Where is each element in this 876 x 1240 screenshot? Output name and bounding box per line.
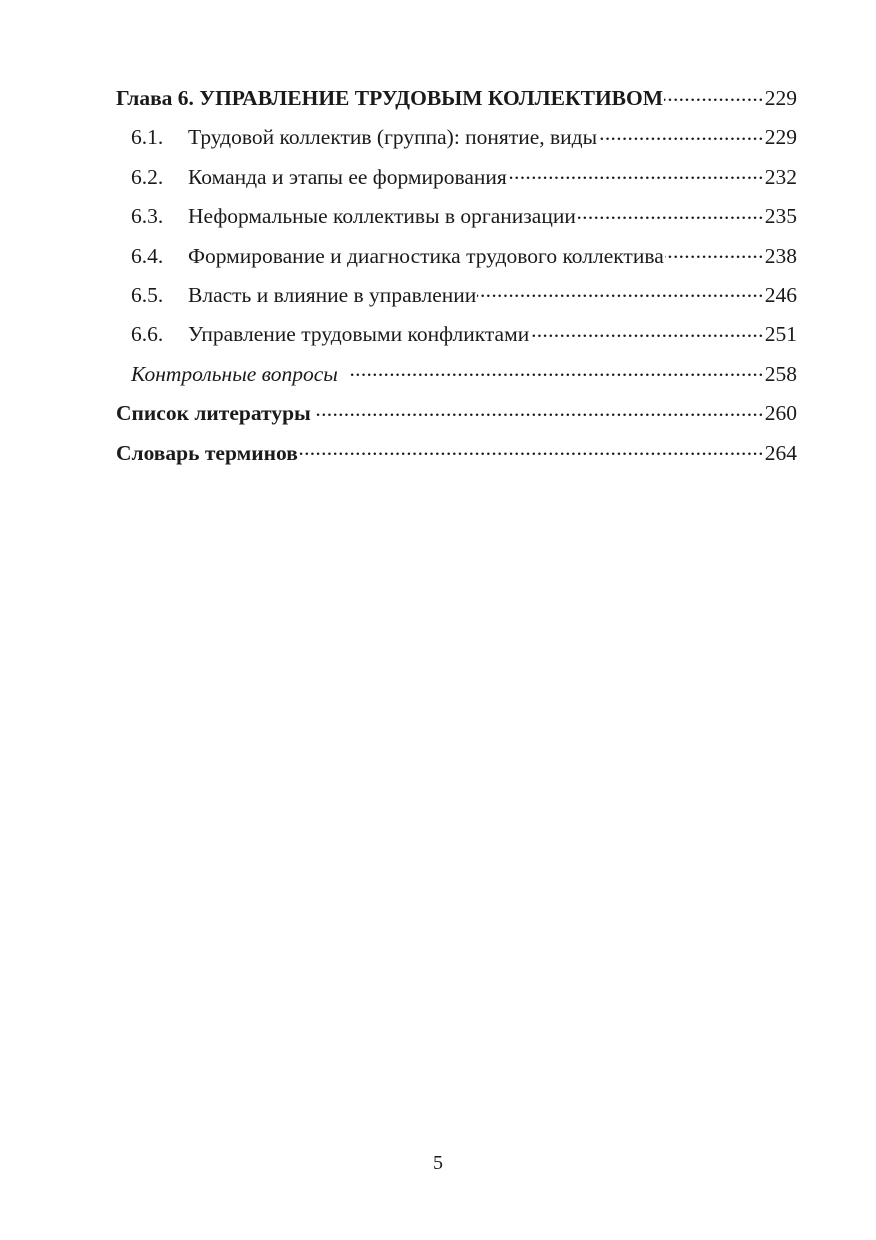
toc-dot-leader [348,359,764,381]
toc-section-title: Управление трудовыми конфликтами [188,322,530,347]
toc-dot-leader [316,399,764,421]
toc-glossary-title: Словарь терминов [116,440,298,465]
toc-dot-leader [598,123,764,145]
toc-page-number: 238 [764,243,797,268]
toc-page-number: 232 [764,164,797,189]
toc-section-title: Формирование и диагностика трудового коллектива [188,243,664,268]
toc-glossary[interactable] [116,434,797,473]
toc-chapter-6[interactable] [116,79,797,118]
toc-page-number: 229 [764,86,797,110]
toc-section-number: 6.5. [131,282,164,307]
toc-control-questions[interactable] [116,355,797,394]
toc-page-number: 258 [764,361,797,386]
toc-dot-leader [664,84,764,106]
toc-page-number: 235 [764,204,797,229]
toc-page-number: 246 [764,282,797,307]
toc-section-title: Трудовой коллектив (группа): понятие, виды [188,125,598,150]
toc-section-number: 6.4. [131,243,164,268]
toc-page-number: 260 [764,401,797,426]
toc-section-6-4[interactable] [116,237,797,276]
toc-section-6-3[interactable] [116,197,797,236]
table-of-contents [116,79,797,473]
toc-questions-title: Контрольные вопросы [131,361,338,386]
toc-section-title: Власть и влияние в управлении [188,282,477,307]
toc-dot-leader [299,438,764,460]
page-number: 5 [433,1152,443,1174]
toc-dot-leader [530,320,764,342]
toc-dot-leader [477,280,763,302]
toc-page-number: 264 [764,440,797,465]
toc-section-title: Команда и этапы ее формирования [188,164,507,189]
toc-dot-leader [577,202,764,224]
toc-chapter-title: Глава 6. УПРАВЛЕНИЕ ТРУДОВЫМ КОЛЛЕКТИВОМ [116,86,664,110]
toc-section-title: Неформальные коллективы в организации [188,204,576,229]
toc-section-number: 6.1. [131,125,164,150]
toc-section-number: 6.6. [131,322,164,347]
toc-section-6-2[interactable] [116,158,797,197]
toc-dot-leader [665,241,764,263]
toc-page-number: 251 [764,322,797,347]
toc-section-6-1[interactable] [116,118,797,157]
toc-dot-leader [508,162,764,184]
toc-page-number: 229 [764,125,797,150]
toc-literature[interactable] [116,394,797,433]
toc-section-6-6[interactable] [116,315,797,354]
toc-section-number: 6.2. [131,164,164,189]
toc-section-number: 6.3. [131,204,164,229]
toc-literature-title: Список литературы [116,401,311,426]
toc-section-6-5[interactable] [116,276,797,315]
